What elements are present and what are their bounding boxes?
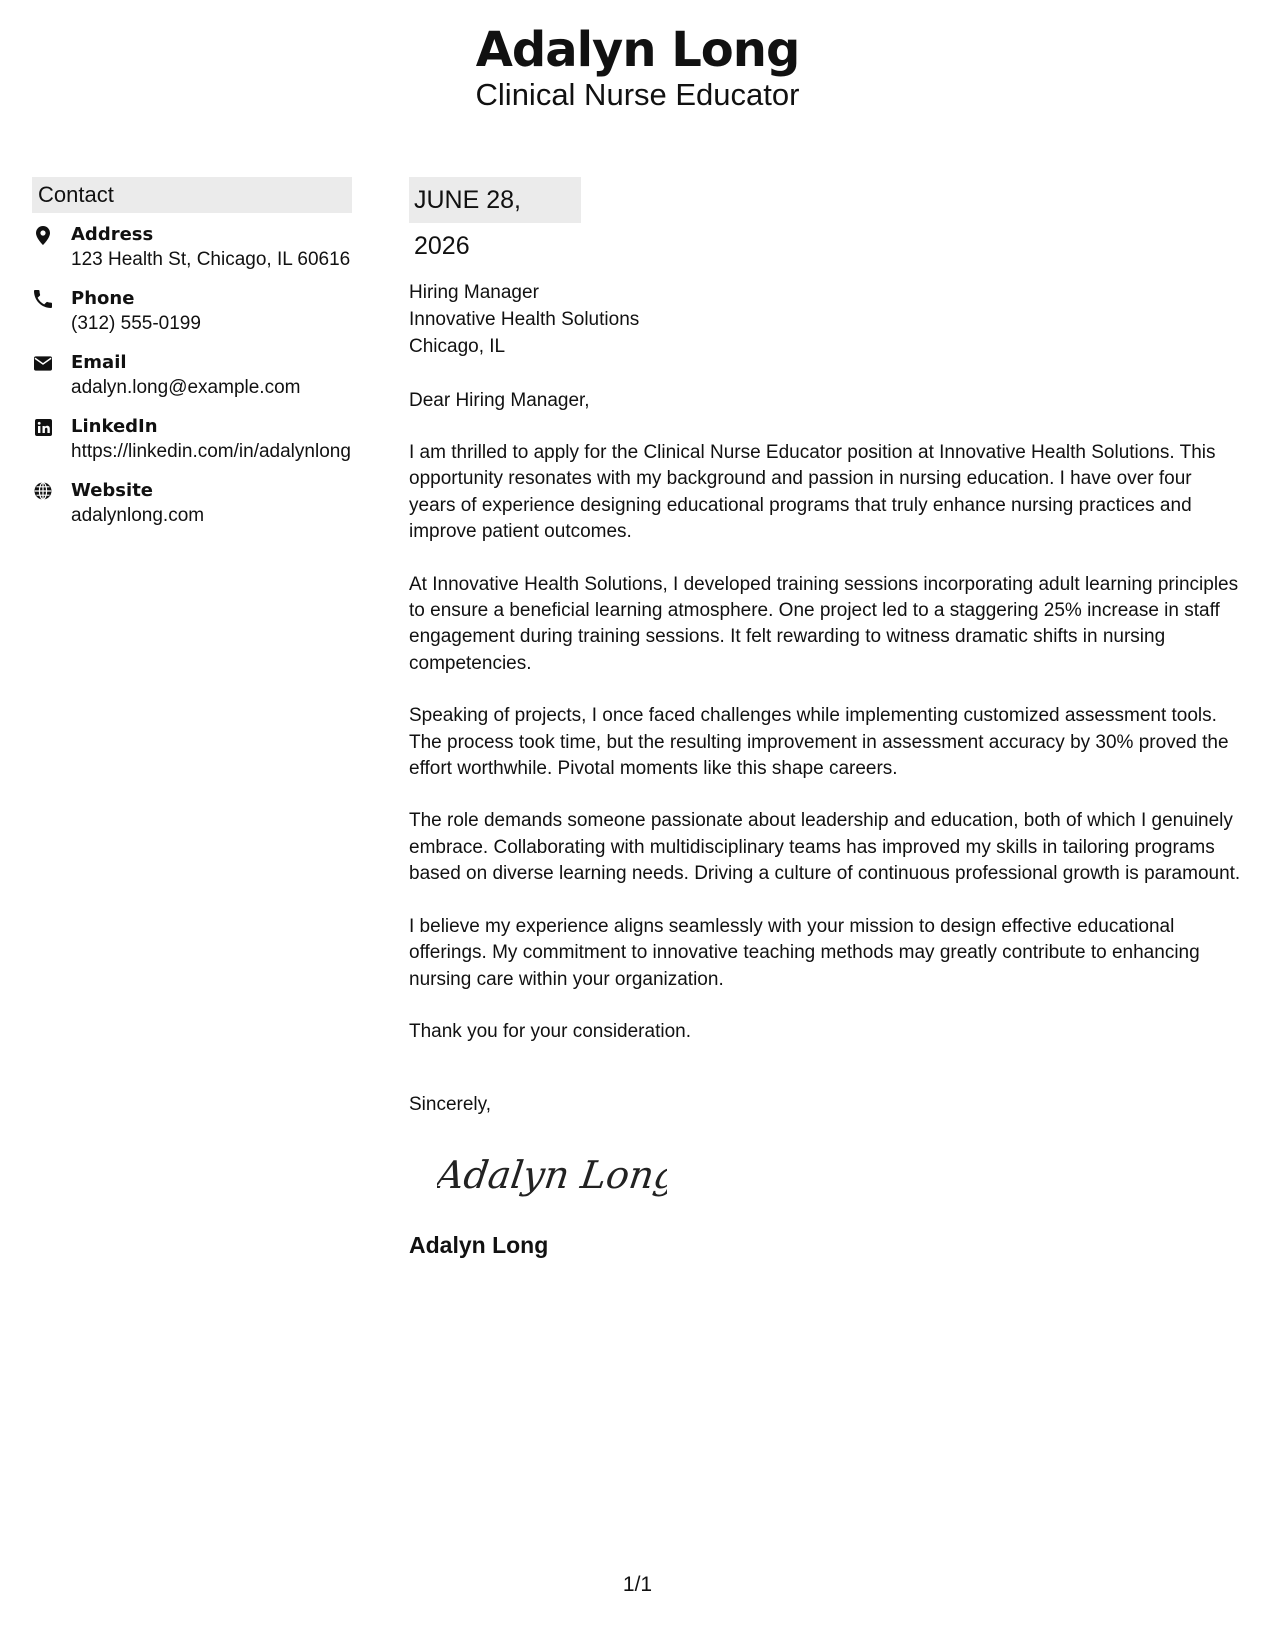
phone-icon [34, 289, 52, 309]
envelope-icon [34, 353, 52, 373]
contact-item-address [32, 223, 352, 273]
phone-value: (312) 555-0199 [71, 313, 201, 334]
recipient-line: Innovative Health Solutions [409, 309, 640, 330]
recipient-line: Chicago, IL [409, 336, 506, 357]
contact-label: Email [71, 352, 127, 373]
applicant-name: Adalyn Long [475, 22, 800, 78]
email-value: adalyn.long@example.com [71, 377, 301, 398]
body-paragraph: I am thrilled to apply for the Clinical Nurse Educator position at Innovative Health Solutions. This opportunity resonates with my background and passion in nursing education. I have over four years of experience designing educational programs that truly enhance nursing practices and improve patient outcomes. [409, 442, 1216, 543]
closing: Sincerely, [409, 1094, 492, 1116]
contact-list [32, 223, 352, 529]
body-paragraph: Thank you for your consideration. [409, 1020, 691, 1042]
contact-label: LinkedIn [71, 416, 158, 437]
body-paragraph: The role demands someone passionate about leadership and education, both of which I genuinely embrace. Collaborating with multidisciplinary teams has improved my skills in tailoring programs based on diverse learning needs. Driving a culture of continuous professional growth is paramount. [409, 810, 1241, 885]
body-paragraph: At Innovative Health Solutions, I developed training sessions incorporating adult learning principles to ensure a beneficial learning atmosphere. One project led to a staggering 25% increase in staff engagement during training sessions. It felt rewarding to witness dramatic shifts in nursing competencies. [409, 573, 1239, 674]
salutation: Dear Hiring Manager, [409, 390, 590, 411]
job-title: Clinical Nurse Educator [475, 77, 800, 112]
letter-body [409, 177, 1241, 1259]
globe-icon [34, 481, 52, 501]
body-paragraph: I believe my experience aligns seamlessly with your mission to design effective educational offerings. My commitment to innovative teaching methods may greatly contribute to enhancing nursing care within your organization. [409, 915, 1200, 990]
recipient-line: Hiring Manager [409, 282, 539, 303]
contact-item-email [32, 351, 352, 401]
header [0, 22, 1275, 113]
linkedin-icon [34, 417, 52, 437]
letter-date: JUNE 28, 2026 [409, 177, 581, 223]
contact-item-phone [32, 287, 352, 337]
contact-label: Website [71, 480, 154, 501]
contact-sidebar [32, 177, 352, 543]
page-number: 1/1 [622, 1573, 653, 1596]
contact-label: Phone [71, 288, 135, 309]
location-pin-icon [34, 225, 52, 245]
contact-heading: Contact [32, 177, 352, 213]
website-value: adalynlong.com [71, 505, 205, 526]
recipient-block [409, 279, 1241, 360]
body-paragraph: Speaking of projects, I once faced challenges while implementing customized assessment tools. The process took time, but the resulting improvement in assessment accuracy by 30% proved the effort worthwhile. Pivotal moments like this shape careers. [409, 705, 1229, 780]
signer-name: Adalyn Long [409, 1232, 549, 1259]
linkedin-value: https://linkedin.com/in/adalynlong [71, 441, 351, 462]
handwritten-signature [437, 1144, 667, 1204]
signature-text: Adalyn Long [437, 1154, 667, 1199]
address-value: 123 Health St, Chicago, IL 60616 [71, 249, 351, 270]
contact-item-website [32, 479, 352, 529]
contact-item-linkedin [32, 415, 352, 465]
contact-label: Address [71, 224, 154, 245]
